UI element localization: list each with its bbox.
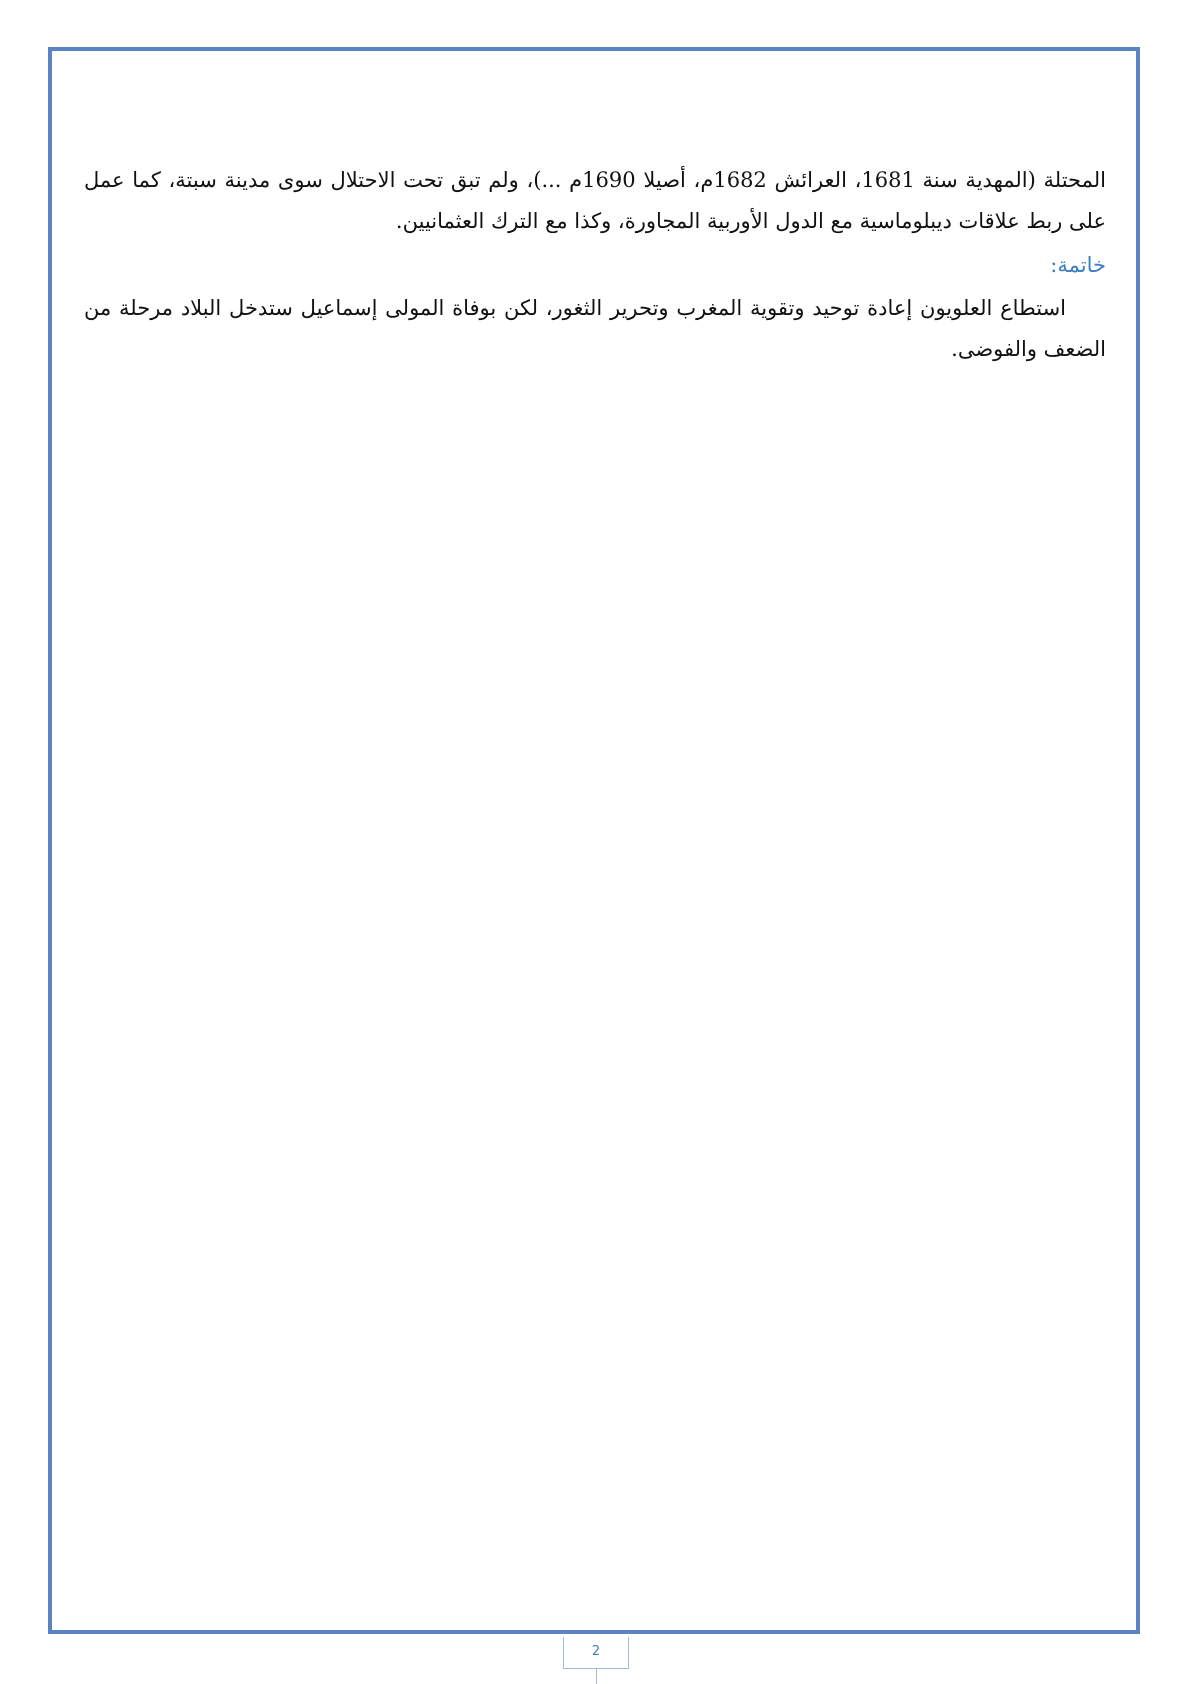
page-number: 2 bbox=[563, 1637, 629, 1669]
paragraph-conclusion: استطاع العلويون إعادة توحيد وتقوية المغرب وتحرير الثغور، لكن بوفاة المولى إسماعيل ستدخل البلاد مرحلة من الضعف والفوضى. bbox=[84, 296, 1106, 361]
document-body bbox=[84, 160, 1106, 370]
page-number-tick bbox=[596, 1669, 597, 1684]
heading-conclusion: خاتمة: bbox=[1050, 253, 1106, 277]
paragraph-occupied-cities: المحتلة (المهدية سنة 1681، العرائش 1682م، أصيلا 1690م ...)، ولم تبق تحت الاحتلال سوى مدينة سبتة، كما عمل على ربط علاقات ديبلوماسية مع الدول الأوربية المجاورة، وكذا مع الترك العثمانيين. bbox=[84, 168, 1106, 233]
